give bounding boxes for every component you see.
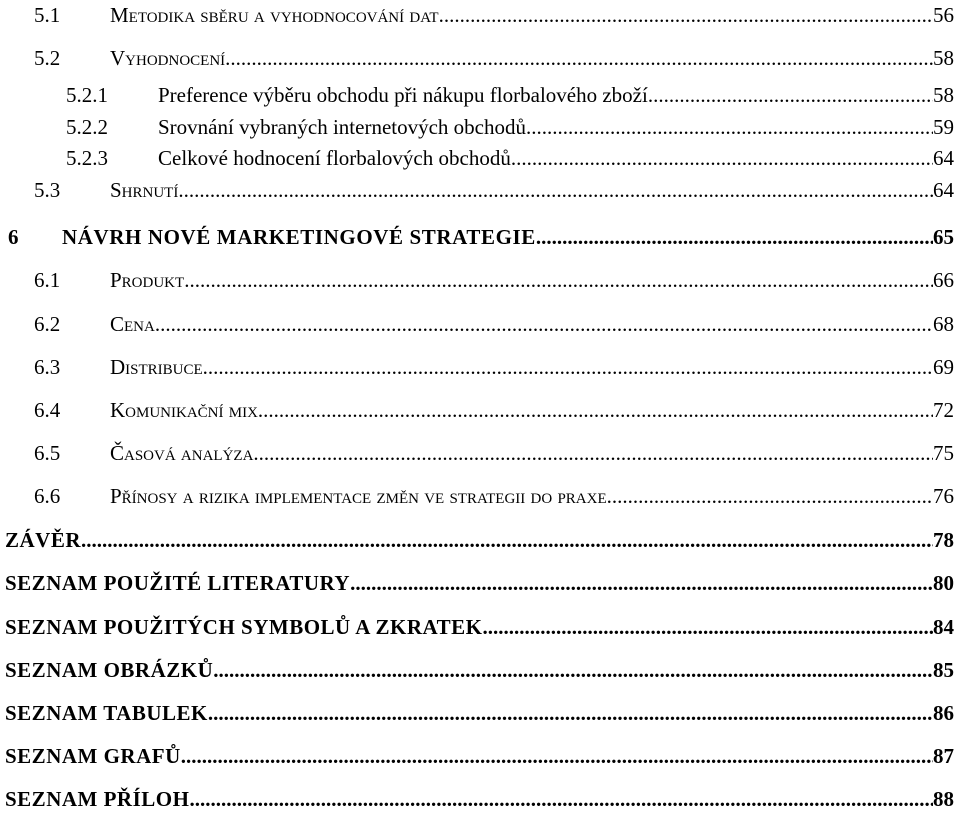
toc-entry-zaver[interactable] [5,525,954,555]
toc-entry-title: SEZNAM PŘÍLOH [5,787,190,811]
toc-entry-6[interactable] [8,222,954,252]
toc-entry-tables[interactable] [5,698,954,728]
toc-entry-title: Komunikační mix [110,398,258,422]
toc-entry-6-4[interactable] [34,395,954,425]
dot-leader [648,80,933,110]
toc-entry-number: 5.2.2 [66,115,108,139]
toc-entry-title: SEZNAM POUŽITÉ LITERATURY [5,571,351,595]
toc-entry-figures[interactable] [5,655,954,685]
toc-entry-5-2-1[interactable] [66,80,954,110]
toc-entry-title: Přínosy a rizika implementace změn ve strategii do praxe [110,484,607,508]
toc-entry-page: 80 [933,571,954,595]
dot-leader [155,309,933,339]
toc-entry-title: Vyhodnocení [110,46,226,70]
toc-entry-number: 5.1 [34,3,61,27]
toc-entry-title: Shrnutí [110,178,179,202]
toc-entry-page: 58 [933,83,954,107]
toc-entry-symbols[interactable] [5,612,954,642]
toc-entry-title: SEZNAM TABULEK [5,701,208,725]
toc-entry-page: 72 [933,398,954,422]
dot-leader [253,438,933,468]
dot-leader [181,741,933,771]
toc-entry-title: ZÁVĚR [5,528,82,552]
toc-entry-title: SEZNAM POUŽITÝCH SYMBOLŮ A ZKRATEK [5,615,483,639]
toc-entry-page: 85 [933,658,954,682]
toc-entry-6-2[interactable] [34,309,954,339]
toc-entry-title: Distribuce [110,355,203,379]
dot-leader [439,0,933,30]
toc-entry-page: 75 [933,441,954,465]
toc-entry-title: NÁVRH NOVÉ MARKETINGOVÉ STRATEGIE [62,225,536,249]
toc-entry-literature[interactable] [5,568,954,598]
dot-leader [526,112,933,142]
toc-entry-title: Cena [110,312,155,336]
dot-leader [203,352,933,382]
toc-entry-number: 5.3 [34,178,61,202]
toc-entry-6-1[interactable] [34,265,954,295]
dot-leader [208,698,933,728]
toc-entry-title: SEZNAM GRAFŮ [5,744,181,768]
toc-entry-page: 69 [933,355,954,379]
toc-entry-page: 59 [933,115,954,139]
toc-entry-5-3[interactable] [34,175,954,205]
toc-entry-number: 6.1 [34,268,61,292]
toc-entry-number: 6.6 [34,484,61,508]
toc-entry-page: 66 [933,268,954,292]
toc-entry-number: 5.2 [34,46,61,70]
toc-entry-page: 64 [933,146,954,170]
toc-entry-page: 56 [933,3,954,27]
toc-entry-number: 5.2.3 [66,146,108,170]
toc-entry-number: 6.5 [34,441,61,465]
toc-entry-title: Preference výběru obchodu při nákupu florbalového zboží [158,83,648,107]
toc-entry-appendices[interactable] [5,784,954,814]
toc-entry-6-5[interactable] [34,438,954,468]
dot-leader [178,175,933,205]
toc-entry-page: 84 [933,615,954,639]
toc-entry-graphs[interactable] [5,741,954,771]
toc-entry-6-6[interactable] [34,481,954,511]
toc-entry-page: 58 [933,46,954,70]
toc-entry-number: 6.3 [34,355,61,379]
toc-entry-page: 76 [933,484,954,508]
dot-leader [258,395,933,425]
toc-entry-title: Celkové hodnocení florbalových obchodů [158,146,511,170]
toc-entry-page: 64 [933,178,954,202]
dot-leader [511,143,933,173]
toc-entry-title: Srovnání vybraných internetových obchodů [158,115,526,139]
dot-leader [350,568,933,598]
toc-entry-number: 6 [8,225,19,249]
toc-entry-5-2-2[interactable] [66,112,954,142]
toc-entry-title: SEZNAM OBRÁZKŮ [5,658,214,682]
dot-leader [483,612,933,642]
toc-entry-number: 6.2 [34,312,61,336]
toc-entry-page: 65 [933,225,954,249]
toc-entry-5-1[interactable] [34,0,954,30]
toc-entry-title: Časová analýza [110,441,254,465]
toc-entry-6-3[interactable] [34,352,954,382]
toc-entry-page: 68 [933,312,954,336]
dot-leader [213,655,933,685]
toc-entry-5-2[interactable] [34,43,954,73]
toc-entry-number: 5.2.1 [66,83,108,107]
dot-leader [607,481,933,511]
toc-entry-title: Metodika sběru a vyhodnocování dat [110,3,439,27]
toc-entry-number: 6.4 [34,398,61,422]
toc-entry-page: 86 [933,701,954,725]
toc-entry-title: Produkt [110,268,185,292]
toc-entry-page: 87 [933,744,954,768]
toc-entry-5-2-3[interactable] [66,143,954,173]
toc-entry-page: 78 [933,528,954,552]
dot-leader [184,265,933,295]
dot-leader [536,222,933,252]
toc-entry-page: 88 [933,787,954,811]
dot-leader [81,525,933,555]
dot-leader [225,43,933,73]
dot-leader [189,784,933,814]
